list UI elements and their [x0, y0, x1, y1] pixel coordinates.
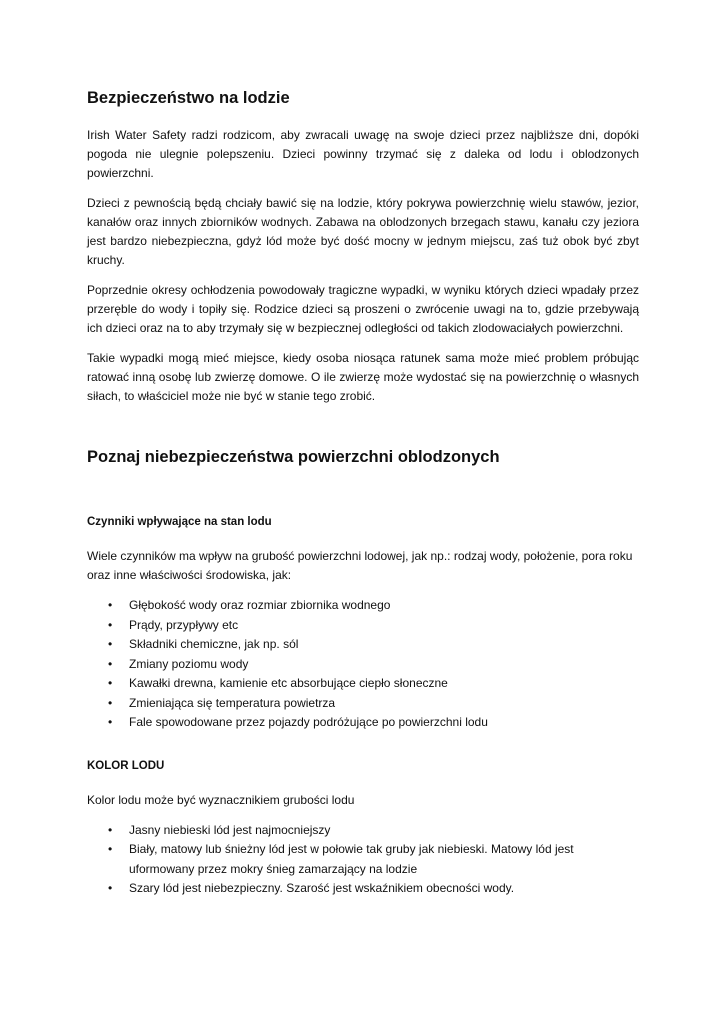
list-item [87, 655, 639, 675]
list-item-text: Jasny niebieski lód jest najmocniejszy [129, 822, 331, 837]
paragraph-2: Dzieci z pewnością będą chciały bawić się na lodzie, który pokrywa powierzchnię wielu stawów, jezior, kanałów oraz innych zbiorników wodnych. Zabawa na oblodzonych brzegach stawu, kanału czy jeziora jest bardzo niebezpieczna, gdyż lód może być dość mocny w jednym miejscu, zaś tuż obok być zbyt kruchy. [87, 196, 639, 267]
list-item-text: Zmieniająca się temperatura powietrza [129, 695, 336, 710]
list-item-text: Głębokość wody oraz rozmiar zbiornika wodnego [129, 598, 391, 612]
color-list [87, 821, 639, 899]
list-item [87, 596, 639, 616]
list-item [87, 674, 639, 694]
list-item [87, 840, 639, 879]
paragraph-3: Poprzednie okresy ochłodzenia powodowały tragiczne wypadki, w wyniku których dzieci wpadały przez przeręble do wody i topiły się. Rodzice dzieci są proszeni o zwrócenie uwagi na to, gdzie przebywają ich dzieci oraz na to aby trzymały się w bezpiecznej odległości od takich zlodowaciałych powierzchni. [87, 283, 639, 335]
list-item [87, 694, 639, 714]
bullet-icon: • [108, 881, 113, 895]
paragraph-4: Takie wypadki mogą mieć miejsce, kiedy osoba niosąca ratunek sama może mieć problem próbując ratować inną osobę lub zwierzę domowe. O ile zwierzę może wydostać się na powierzchnię o własnych siłach, to właściciel może nie być w stanie tego zrobić. [87, 351, 639, 403]
list-item-text: Kawałki drewna, kamienie etc absorbujące ciepło słoneczne [129, 676, 448, 690]
bullet-icon: • [108, 695, 113, 710]
factors-intro: Wiele czynników ma wpływ na grubość powierzchni lodowej, jak np.: rodzaj wody, położenie, pora roku oraz inne właściwości środowiska, jak: [87, 549, 633, 582]
list-item [87, 635, 639, 655]
bullet-icon: • [108, 598, 113, 612]
list-item [87, 879, 639, 899]
bullet-icon: • [108, 842, 113, 856]
document-content [87, 87, 639, 899]
list-item-text: Biały, matowy lub śnieżny lód jest w połowie tak gruby jak niebieski. Matowy lód jest uformowany przez mokry śnieg zamarzający na lodzie [129, 842, 574, 876]
list-item [87, 713, 639, 733]
color-intro: Kolor lodu może być wyznacznikiem grubości lodu [87, 792, 355, 807]
paragraph-1: Irish Water Safety radzi rodzicom, aby zwracali uwagę na swoje dzieci przez najbliższe dni, dopóki pogoda nie ulegnie polepszeniu. Dzieci powinny trzymać się z daleka od lodu i oblodzonych powierzchni. [87, 128, 639, 180]
list-item-text: Składniki chemiczne, jak np. sól [129, 637, 299, 651]
bullet-icon: • [108, 822, 113, 837]
bullet-icon: • [108, 676, 113, 690]
list-item-text: Szary lód jest niebezpieczny. Szarość jest wskaźnikiem obecności wody. [129, 881, 515, 895]
bullet-icon: • [108, 715, 113, 729]
section-title-ice-safety: Bezpieczeństwo na lodzie [87, 89, 290, 107]
list-item-text: Prądy, przypływy etc [129, 617, 239, 632]
list-item-text: Zmiany poziomu wody [129, 656, 249, 671]
factors-list [87, 596, 639, 733]
section-title-ice-dangers: Poznaj niebezpieczeństwa powierzchni oblodzonych [87, 448, 500, 466]
bullet-icon: • [108, 617, 113, 632]
list-item [87, 821, 639, 841]
bullet-icon: • [108, 637, 113, 651]
subheading-ice-factors: Czynniki wpływające na stan lodu [87, 516, 272, 528]
list-item [87, 616, 639, 636]
list-item-text: Fale spowodowane przez pojazdy podróżujące po powierzchni lodu [129, 715, 488, 729]
bullet-icon: • [108, 656, 113, 671]
subheading-ice-color: KOLOR LODU [87, 759, 165, 772]
